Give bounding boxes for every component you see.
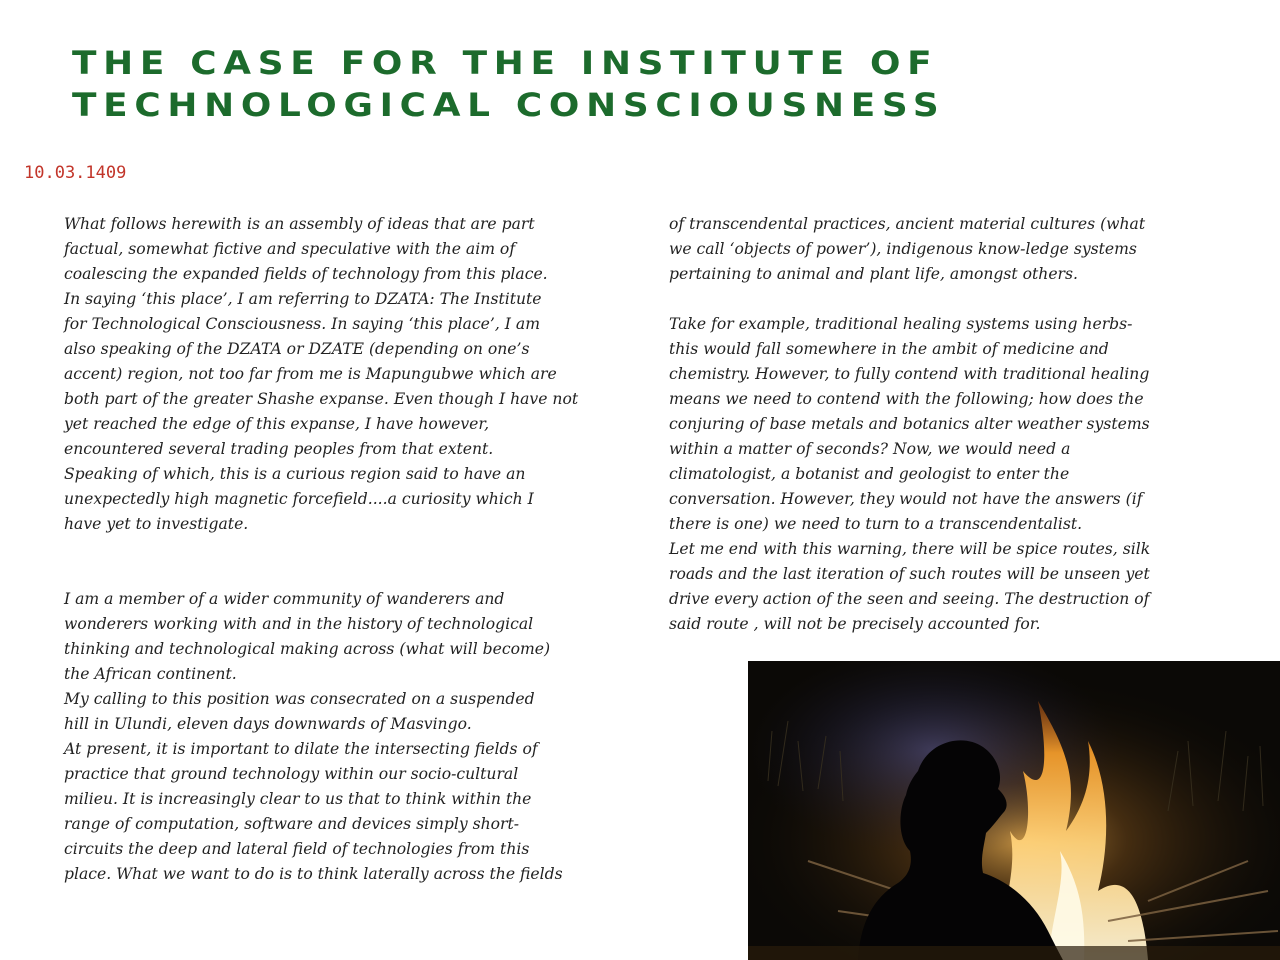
text-line: this would fall somewhere in the ambit of medicine and <box>669 340 1109 358</box>
paragraph-gap <box>64 537 624 562</box>
text-line: practice that ground technology within our socio-cultural <box>64 765 519 783</box>
text-line: for Technological Consciousness. In saying ‘this place’, I am <box>64 315 540 333</box>
text-line: factual, somewhat fictive and speculative with the aim of <box>64 240 516 258</box>
text-line: of transcendental practices, ancient material cultures (what <box>669 215 1146 233</box>
text-line: climatologist, a botanist and geologist to enter the <box>669 465 1070 483</box>
left-paragraph-1 <box>64 212 624 537</box>
text-line: My calling to this position was consecrated on a suspended <box>64 690 535 708</box>
text-line: yet reached the edge of this expanse, I have however, <box>64 415 490 433</box>
text-line: hill in Ulundi, eleven days downwards of Masvingo. <box>64 715 472 733</box>
right-column <box>669 212 1229 637</box>
text-line: At present, it is important to dilate the intersecting fields of <box>64 740 538 758</box>
left-paragraph-2 <box>64 587 624 887</box>
text-line: roads and the last iteration of such routes will be unseen yet <box>669 565 1150 583</box>
text-line: circuits the deep and lateral field of technologies from this <box>64 840 530 858</box>
text-line: range of computation, software and devices simply short- <box>64 815 520 833</box>
text-line: pertaining to animal and plant life, amongst others. <box>669 265 1078 283</box>
text-line: the African continent. <box>64 665 237 683</box>
text-line: In saying ‘this place’, I am referring to DZATA: The Institute <box>64 290 542 308</box>
text-line: we call ‘objects of power’), indigenous know-ledge systems <box>669 240 1137 258</box>
text-line: also speaking of the DZATA or DZATE (depending on one’s <box>64 340 530 358</box>
left-column <box>64 212 624 887</box>
date-stamp: 10.03.1409 <box>24 163 127 183</box>
page-title <box>72 42 1192 126</box>
right-paragraph-2 <box>669 312 1229 637</box>
text-line: unexpectedly high magnetic forcefield....a curiosity which I <box>64 490 534 508</box>
text-line: conversation. However, they would not have the answers (if <box>669 490 1143 508</box>
right-paragraph-1 <box>669 212 1229 287</box>
text-line: said route , will not be precisely accounted for. <box>669 615 1041 633</box>
paragraph-gap <box>64 562 624 587</box>
text-line: thinking and technological making across (what will become) <box>64 640 551 658</box>
fire-photograph <box>748 661 1280 960</box>
text-line: have yet to investigate. <box>64 515 249 533</box>
text-line: What follows herewith is an assembly of ideas that are part <box>64 215 535 233</box>
paragraph-gap <box>669 287 1229 312</box>
text-line: both part of the greater Shashe expanse. Even though I have not <box>64 390 579 408</box>
text-line: place. What we want to do is to think laterally across the fields <box>64 865 563 883</box>
text-line: wonderers working with and in the history of technological <box>64 615 534 633</box>
text-line: drive every action of the seen and seeing. The destruction of <box>669 590 1150 608</box>
text-line: encountered several trading peoples from that extent. <box>64 440 494 458</box>
text-line: within a matter of seconds? Now, we would need a <box>669 440 1071 458</box>
text-line: conjuring of base metals and botanics alter weather systems <box>669 415 1150 433</box>
text-line: Let me end with this warning, there will be spice routes, silk <box>669 540 1151 558</box>
text-line: means we need to contend with the following; how does the <box>669 390 1144 408</box>
title-line-2: TECHNOLOGICAL CONSCIOUSNESS <box>72 86 946 124</box>
text-line: there is one) we need to turn to a transcendentalist. <box>669 515 1083 533</box>
text-line: coalescing the expanded fields of technology from this place. <box>64 265 548 283</box>
text-line: chemistry. However, to fully contend with traditional healing <box>669 365 1150 383</box>
text-line: milieu. It is increasingly clear to us that to think within the <box>64 790 532 808</box>
fire-scene-illustration <box>748 661 1280 960</box>
text-line: Speaking of which, this is a curious region said to have an <box>64 465 526 483</box>
text-line: accent) region, not too far from me is Mapungubwe which are <box>64 365 557 383</box>
title-line-1: THE CASE FOR THE INSTITUTE OF <box>72 44 939 82</box>
text-line: Take for example, traditional healing systems using herbs- <box>669 315 1133 333</box>
text-line: I am a member of a wider community of wanderers and <box>64 590 505 608</box>
